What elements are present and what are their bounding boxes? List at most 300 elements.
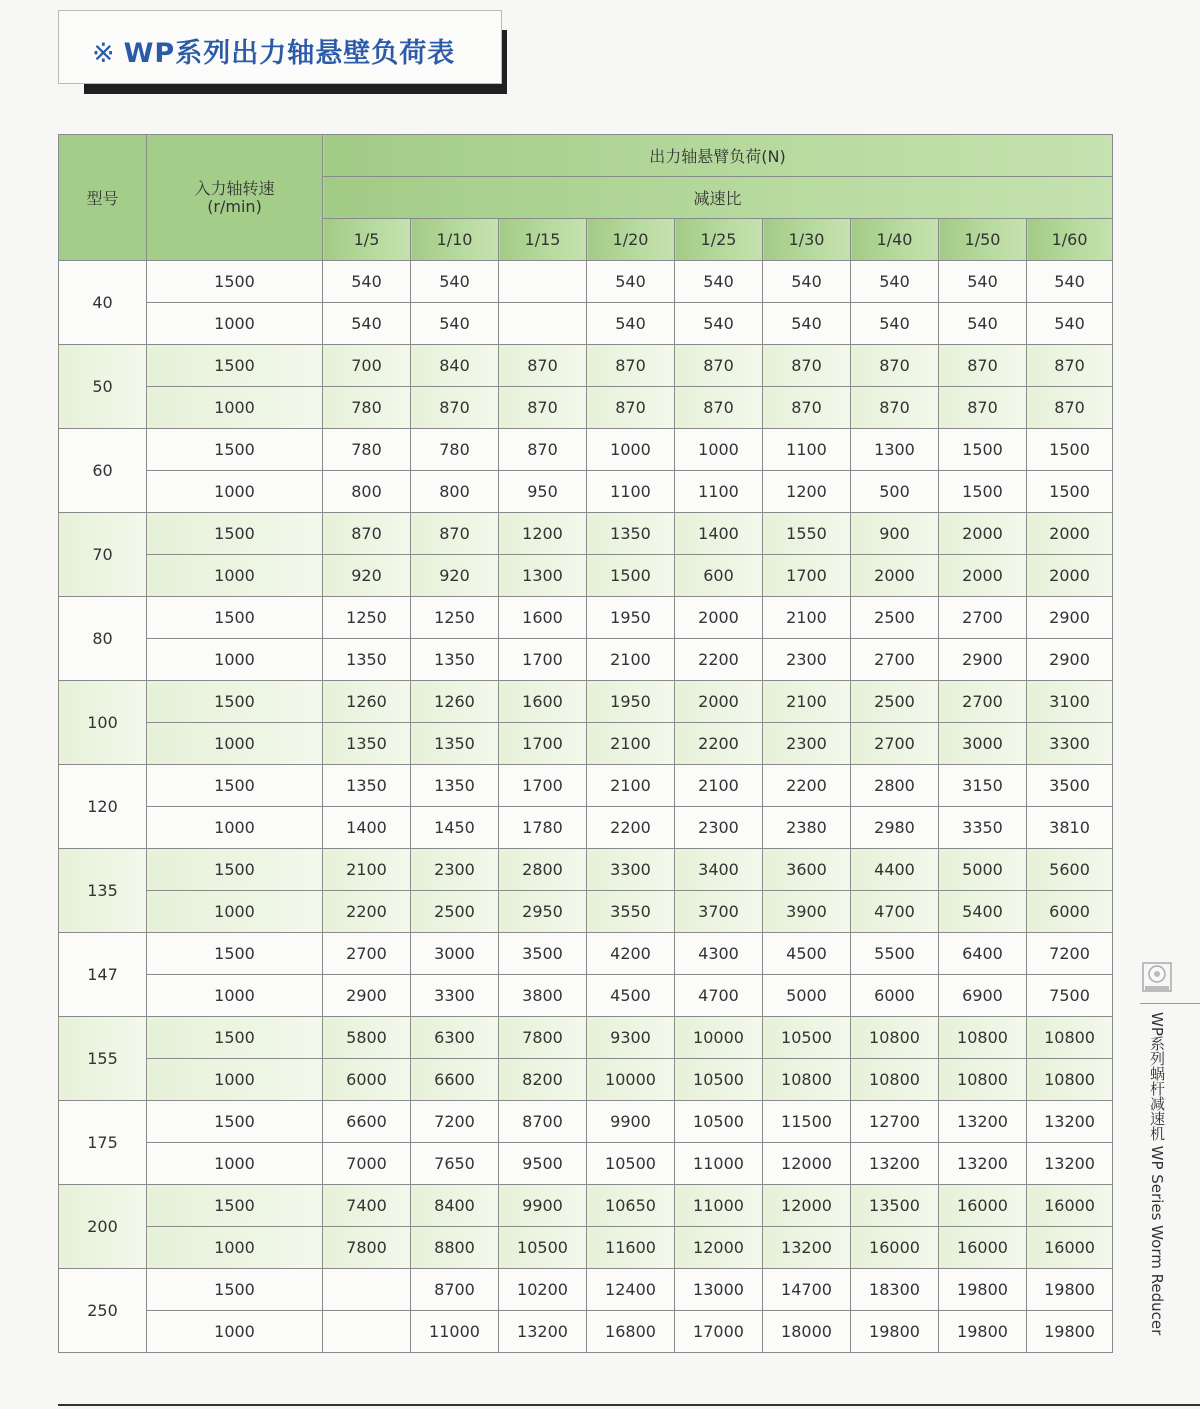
load-value-cell: 1350 xyxy=(323,639,411,681)
speed-cell: 1500 xyxy=(147,1017,323,1059)
load-value-cell: 540 xyxy=(939,261,1027,303)
table-row xyxy=(59,891,1113,933)
model-group xyxy=(59,1269,1113,1353)
header-load-group: 出力轴悬臂负荷(N) xyxy=(323,135,1113,177)
speed-cell: 1000 xyxy=(147,1059,323,1101)
table-row xyxy=(59,261,1113,303)
table-row xyxy=(59,681,1113,723)
load-value-cell: 1350 xyxy=(411,639,499,681)
load-value-cell: 3550 xyxy=(587,891,675,933)
load-value-cell: 1600 xyxy=(499,597,587,639)
load-value-cell: 500 xyxy=(851,471,939,513)
load-value-cell: 870 xyxy=(763,387,851,429)
load-value-cell: 6900 xyxy=(939,975,1027,1017)
speed-cell: 1000 xyxy=(147,975,323,1017)
model-group xyxy=(59,933,1113,1017)
load-value-cell: 1000 xyxy=(675,429,763,471)
model-cell: 60 xyxy=(59,429,147,513)
header-speed xyxy=(147,135,323,261)
load-value-cell: 3700 xyxy=(675,891,763,933)
load-value-cell: 540 xyxy=(1027,261,1113,303)
load-value-cell: 10000 xyxy=(587,1059,675,1101)
load-value-cell: 920 xyxy=(323,555,411,597)
load-value-cell: 2980 xyxy=(851,807,939,849)
load-value-cell: 780 xyxy=(323,387,411,429)
load-value-cell: 540 xyxy=(323,303,411,345)
load-value-cell: 9300 xyxy=(587,1017,675,1059)
load-value-cell: 1200 xyxy=(499,513,587,555)
load-value-cell: 540 xyxy=(851,261,939,303)
load-value-cell: 2000 xyxy=(1027,513,1113,555)
load-value-cell: 870 xyxy=(1027,387,1113,429)
table-row xyxy=(59,555,1113,597)
model-group xyxy=(59,849,1113,933)
load-value-cell: 2100 xyxy=(763,597,851,639)
load-value-cell: 16000 xyxy=(1027,1185,1113,1227)
load-value-cell: 3810 xyxy=(1027,807,1113,849)
load-value-cell: 540 xyxy=(323,261,411,303)
speed-cell: 1500 xyxy=(147,345,323,387)
load-value-cell: 8700 xyxy=(411,1269,499,1311)
load-value-cell: 2100 xyxy=(587,723,675,765)
load-value-cell: 3150 xyxy=(939,765,1027,807)
table-row xyxy=(59,345,1113,387)
load-value-cell: 870 xyxy=(675,387,763,429)
load-value-cell: 2500 xyxy=(851,681,939,723)
load-value-cell: 540 xyxy=(1027,303,1113,345)
table-row xyxy=(59,471,1113,513)
load-value-cell: 870 xyxy=(675,345,763,387)
load-value-cell: 16000 xyxy=(1027,1227,1113,1269)
speed-cell: 1000 xyxy=(147,723,323,765)
load-value-cell: 3800 xyxy=(499,975,587,1017)
model-cell: 40 xyxy=(59,261,147,345)
load-value-cell: 2000 xyxy=(675,597,763,639)
load-value-cell: 13000 xyxy=(675,1269,763,1311)
table-row xyxy=(59,1227,1113,1269)
load-value-cell: 2300 xyxy=(763,639,851,681)
load-value-cell: 5600 xyxy=(1027,849,1113,891)
load-value-cell: 9500 xyxy=(499,1143,587,1185)
load-value-cell: 1450 xyxy=(411,807,499,849)
load-value-cell: 16000 xyxy=(939,1227,1027,1269)
load-value-cell: 4300 xyxy=(675,933,763,975)
load-value-cell: 1100 xyxy=(675,471,763,513)
load-value-cell: 950 xyxy=(499,471,587,513)
load-value-cell: 5800 xyxy=(323,1017,411,1059)
load-value-cell: 10800 xyxy=(1027,1017,1113,1059)
ratio-header: 1/10 xyxy=(411,219,499,261)
load-value-cell: 1400 xyxy=(323,807,411,849)
load-value-cell xyxy=(499,261,587,303)
load-value-cell: 7650 xyxy=(411,1143,499,1185)
load-value-cell: 870 xyxy=(499,387,587,429)
model-group xyxy=(59,429,1113,513)
load-value-cell: 19800 xyxy=(939,1269,1027,1311)
speed-cell: 1000 xyxy=(147,1227,323,1269)
speed-cell: 1500 xyxy=(147,681,323,723)
speed-cell: 1500 xyxy=(147,513,323,555)
load-value-cell: 870 xyxy=(499,345,587,387)
load-value-cell: 1300 xyxy=(499,555,587,597)
load-value-cell: 870 xyxy=(411,387,499,429)
load-value-cell: 920 xyxy=(411,555,499,597)
table-row xyxy=(59,765,1113,807)
load-value-cell: 1700 xyxy=(499,639,587,681)
table-row xyxy=(59,975,1113,1017)
load-value-cell: 10200 xyxy=(499,1269,587,1311)
ratio-header: 1/5 xyxy=(323,219,411,261)
brand-logo-icon xyxy=(1140,960,1174,996)
load-value-cell: 10800 xyxy=(1027,1059,1113,1101)
ratio-header: 1/25 xyxy=(675,219,763,261)
load-value-cell: 800 xyxy=(411,471,499,513)
load-table xyxy=(58,134,1113,1353)
load-value-cell: 2300 xyxy=(763,723,851,765)
load-value-cell: 1350 xyxy=(411,723,499,765)
speed-cell: 1000 xyxy=(147,807,323,849)
model-cell: 50 xyxy=(59,345,147,429)
load-value-cell: 5000 xyxy=(939,849,1027,891)
load-value-cell: 12000 xyxy=(763,1143,851,1185)
load-value-cell: 870 xyxy=(851,345,939,387)
load-value-cell: 11000 xyxy=(411,1311,499,1353)
load-value-cell: 13200 xyxy=(939,1101,1027,1143)
load-value-cell: 6300 xyxy=(411,1017,499,1059)
load-value-cell: 1780 xyxy=(499,807,587,849)
load-value-cell: 10000 xyxy=(675,1017,763,1059)
load-value-cell: 13200 xyxy=(1027,1143,1113,1185)
load-value-cell: 2380 xyxy=(763,807,851,849)
load-value-cell: 6000 xyxy=(851,975,939,1017)
load-value-cell: 10500 xyxy=(499,1227,587,1269)
load-value-cell: 2000 xyxy=(851,555,939,597)
load-value-cell: 6600 xyxy=(411,1059,499,1101)
load-value-cell: 3100 xyxy=(1027,681,1113,723)
load-value-cell: 7200 xyxy=(411,1101,499,1143)
load-value-cell: 4500 xyxy=(587,975,675,1017)
speed-cell: 1000 xyxy=(147,471,323,513)
ratio-header: 1/15 xyxy=(499,219,587,261)
load-value-cell: 1000 xyxy=(587,429,675,471)
speed-cell: 1000 xyxy=(147,1311,323,1353)
load-value-cell: 10500 xyxy=(763,1017,851,1059)
load-value-cell: 1950 xyxy=(587,681,675,723)
load-value-cell: 8800 xyxy=(411,1227,499,1269)
side-caption: WP系列蜗杆减速机 WP Series Worm Reducer xyxy=(1148,1012,1166,1336)
load-value-cell: 540 xyxy=(851,303,939,345)
table-row xyxy=(59,933,1113,975)
load-value-cell: 800 xyxy=(323,471,411,513)
load-value-cell: 1260 xyxy=(323,681,411,723)
load-value-cell: 1500 xyxy=(587,555,675,597)
table-row xyxy=(59,1059,1113,1101)
table-row xyxy=(59,723,1113,765)
load-value-cell: 1700 xyxy=(763,555,851,597)
load-value-cell: 2200 xyxy=(587,807,675,849)
load-value-cell: 16000 xyxy=(939,1185,1027,1227)
load-value-cell: 1260 xyxy=(411,681,499,723)
load-value-cell: 1500 xyxy=(1027,471,1113,513)
page-title xyxy=(92,31,455,70)
load-value-cell: 2000 xyxy=(939,513,1027,555)
model-cell: 175 xyxy=(59,1101,147,1185)
load-value-cell: 540 xyxy=(411,261,499,303)
load-value-cell: 3900 xyxy=(763,891,851,933)
speed-cell: 1000 xyxy=(147,387,323,429)
bottom-rule xyxy=(58,1404,1200,1406)
model-cell: 120 xyxy=(59,765,147,849)
load-value-cell: 3000 xyxy=(939,723,1027,765)
model-group xyxy=(59,345,1113,429)
load-value-cell: 13200 xyxy=(851,1143,939,1185)
load-value-cell: 1350 xyxy=(411,765,499,807)
load-value-cell: 2900 xyxy=(1027,597,1113,639)
model-cell: 147 xyxy=(59,933,147,1017)
load-value-cell: 2100 xyxy=(675,765,763,807)
ratio-header: 1/20 xyxy=(587,219,675,261)
load-value-cell: 7800 xyxy=(499,1017,587,1059)
speed-cell: 1500 xyxy=(147,1269,323,1311)
model-group xyxy=(59,513,1113,597)
speed-cell: 1500 xyxy=(147,429,323,471)
load-value-cell: 540 xyxy=(675,303,763,345)
load-value-cell: 4200 xyxy=(587,933,675,975)
load-value-cell: 2900 xyxy=(939,639,1027,681)
title-box xyxy=(58,10,502,84)
load-value-cell: 2000 xyxy=(939,555,1027,597)
load-value-cell: 2950 xyxy=(499,891,587,933)
load-value-cell: 2700 xyxy=(851,723,939,765)
model-cell: 155 xyxy=(59,1017,147,1101)
speed-cell: 1500 xyxy=(147,1101,323,1143)
load-value-cell: 2100 xyxy=(587,639,675,681)
speed-cell: 1000 xyxy=(147,303,323,345)
load-value-cell: 10800 xyxy=(763,1059,851,1101)
model-group xyxy=(59,681,1113,765)
load-value-cell: 18300 xyxy=(851,1269,939,1311)
load-value-cell: 17000 xyxy=(675,1311,763,1353)
load-value-cell: 870 xyxy=(939,387,1027,429)
load-value-cell: 4700 xyxy=(851,891,939,933)
load-value-cell: 3600 xyxy=(763,849,851,891)
table-row xyxy=(59,1311,1113,1353)
load-value-cell: 540 xyxy=(587,303,675,345)
load-value-cell: 9900 xyxy=(587,1101,675,1143)
table-row xyxy=(59,1101,1113,1143)
speed-cell: 1500 xyxy=(147,765,323,807)
speed-cell: 1000 xyxy=(147,1143,323,1185)
load-value-cell: 900 xyxy=(851,513,939,555)
ratio-header: 1/60 xyxy=(1027,219,1113,261)
load-value-cell: 540 xyxy=(763,261,851,303)
load-value-cell: 19800 xyxy=(939,1311,1027,1353)
load-value-cell: 700 xyxy=(323,345,411,387)
speed-cell: 1500 xyxy=(147,933,323,975)
load-value-cell: 13200 xyxy=(939,1143,1027,1185)
load-value-cell: 870 xyxy=(499,429,587,471)
speed-cell: 1000 xyxy=(147,639,323,681)
table-row xyxy=(59,1269,1113,1311)
load-value-cell: 1400 xyxy=(675,513,763,555)
load-value-cell: 870 xyxy=(851,387,939,429)
load-value-cell: 1350 xyxy=(323,765,411,807)
load-value-cell: 9900 xyxy=(499,1185,587,1227)
load-value-cell: 6400 xyxy=(939,933,1027,975)
model-cell: 80 xyxy=(59,597,147,681)
load-value-cell: 8200 xyxy=(499,1059,587,1101)
load-value-cell: 840 xyxy=(411,345,499,387)
load-value-cell: 16000 xyxy=(851,1227,939,1269)
speed-cell: 1000 xyxy=(147,891,323,933)
load-value-cell: 6600 xyxy=(323,1101,411,1143)
load-value-cell: 10500 xyxy=(675,1059,763,1101)
load-value-cell: 13200 xyxy=(763,1227,851,1269)
load-value-cell: 7500 xyxy=(1027,975,1113,1017)
load-value-cell: 19800 xyxy=(1027,1311,1113,1353)
load-value-cell: 870 xyxy=(411,513,499,555)
load-value-cell: 3300 xyxy=(1027,723,1113,765)
load-value-cell: 5500 xyxy=(851,933,939,975)
model-group xyxy=(59,1017,1113,1101)
load-value-cell: 7000 xyxy=(323,1143,411,1185)
load-value-cell: 1350 xyxy=(323,723,411,765)
load-value-cell: 540 xyxy=(675,261,763,303)
load-value-cell: 1950 xyxy=(587,597,675,639)
header-ratio-group: 减速比 xyxy=(323,177,1113,219)
table-row xyxy=(59,1143,1113,1185)
model-group xyxy=(59,1101,1113,1185)
load-value-cell: 1250 xyxy=(323,597,411,639)
load-value-cell: 12000 xyxy=(675,1227,763,1269)
load-value-cell: 1600 xyxy=(499,681,587,723)
table-row xyxy=(59,639,1113,681)
load-value-cell: 11600 xyxy=(587,1227,675,1269)
load-value-cell xyxy=(323,1269,411,1311)
load-value-cell: 3350 xyxy=(939,807,1027,849)
load-value-cell: 10800 xyxy=(939,1059,1027,1101)
load-value-cell: 2300 xyxy=(411,849,499,891)
load-value-cell xyxy=(323,1311,411,1353)
load-value-cell: 5400 xyxy=(939,891,1027,933)
load-value-cell: 2100 xyxy=(763,681,851,723)
load-value-cell: 2800 xyxy=(851,765,939,807)
load-value-cell: 18000 xyxy=(763,1311,851,1353)
load-value-cell: 13500 xyxy=(851,1185,939,1227)
model-group xyxy=(59,1185,1113,1269)
load-value-cell: 1300 xyxy=(851,429,939,471)
load-value-cell: 600 xyxy=(675,555,763,597)
header-model: 型号 xyxy=(59,135,147,261)
load-value-cell: 2900 xyxy=(323,975,411,1017)
load-value-cell: 12000 xyxy=(763,1185,851,1227)
load-value-cell: 1500 xyxy=(939,429,1027,471)
load-value-cell: 14700 xyxy=(763,1269,851,1311)
load-value-cell: 2700 xyxy=(939,681,1027,723)
load-value-cell: 2100 xyxy=(587,765,675,807)
load-value-cell: 10650 xyxy=(587,1185,675,1227)
model-group xyxy=(59,765,1113,849)
load-value-cell: 2300 xyxy=(675,807,763,849)
load-value-cell: 1500 xyxy=(1027,429,1113,471)
header-speed-unit: (r/min) xyxy=(207,196,262,216)
load-value-cell: 2100 xyxy=(323,849,411,891)
load-value-cell: 7200 xyxy=(1027,933,1113,975)
load-value-cell: 6000 xyxy=(323,1059,411,1101)
load-value-cell: 540 xyxy=(411,303,499,345)
load-value-cell: 7800 xyxy=(323,1227,411,1269)
load-value-cell: 780 xyxy=(411,429,499,471)
load-value-cell: 13200 xyxy=(1027,1101,1113,1143)
load-value-cell: 2900 xyxy=(1027,639,1113,681)
load-value-cell: 11000 xyxy=(675,1143,763,1185)
model-cell: 250 xyxy=(59,1269,147,1353)
load-value-cell: 870 xyxy=(763,345,851,387)
load-value-cell: 2500 xyxy=(851,597,939,639)
load-value-cell: 1550 xyxy=(763,513,851,555)
load-value-cell: 540 xyxy=(763,303,851,345)
load-value-cell: 10500 xyxy=(587,1143,675,1185)
load-value-cell xyxy=(499,303,587,345)
load-value-cell: 780 xyxy=(323,429,411,471)
title-label: WP系列出力轴悬壁负荷表 xyxy=(123,38,456,69)
load-value-cell: 2500 xyxy=(411,891,499,933)
ratio-header: 1/50 xyxy=(939,219,1027,261)
load-value-cell: 870 xyxy=(323,513,411,555)
load-value-cell: 870 xyxy=(587,345,675,387)
load-value-cell: 1100 xyxy=(587,471,675,513)
load-value-cell: 11000 xyxy=(675,1185,763,1227)
model-cell: 200 xyxy=(59,1185,147,1269)
load-value-cell: 13200 xyxy=(499,1311,587,1353)
load-value-cell: 2200 xyxy=(323,891,411,933)
speed-cell: 1500 xyxy=(147,261,323,303)
load-value-cell: 2700 xyxy=(323,933,411,975)
ratio-header: 1/40 xyxy=(851,219,939,261)
load-value-cell: 2000 xyxy=(675,681,763,723)
load-value-cell: 1700 xyxy=(499,765,587,807)
speed-cell: 1500 xyxy=(147,597,323,639)
load-value-cell: 10800 xyxy=(851,1017,939,1059)
table-row xyxy=(59,303,1113,345)
load-value-cell: 2700 xyxy=(939,597,1027,639)
load-value-cell: 3300 xyxy=(587,849,675,891)
model-cell: 135 xyxy=(59,849,147,933)
load-value-cell: 3500 xyxy=(499,933,587,975)
load-value-cell: 12400 xyxy=(587,1269,675,1311)
load-value-cell: 1350 xyxy=(587,513,675,555)
load-value-cell: 8700 xyxy=(499,1101,587,1143)
load-value-cell: 19800 xyxy=(851,1311,939,1353)
table-row xyxy=(59,849,1113,891)
table-row xyxy=(59,1017,1113,1059)
load-value-cell: 2200 xyxy=(763,765,851,807)
load-value-cell: 1200 xyxy=(763,471,851,513)
load-value-cell: 10800 xyxy=(939,1017,1027,1059)
load-value-cell: 2800 xyxy=(499,849,587,891)
load-value-cell: 10800 xyxy=(851,1059,939,1101)
load-value-cell: 3000 xyxy=(411,933,499,975)
load-value-cell: 4400 xyxy=(851,849,939,891)
table-row xyxy=(59,513,1113,555)
load-value-cell: 10500 xyxy=(675,1101,763,1143)
load-value-cell: 6000 xyxy=(1027,891,1113,933)
load-value-cell: 2000 xyxy=(1027,555,1113,597)
speed-cell: 1500 xyxy=(147,849,323,891)
title-mark: ※ xyxy=(92,38,116,69)
load-value-cell: 1700 xyxy=(499,723,587,765)
load-value-cell: 4500 xyxy=(763,933,851,975)
